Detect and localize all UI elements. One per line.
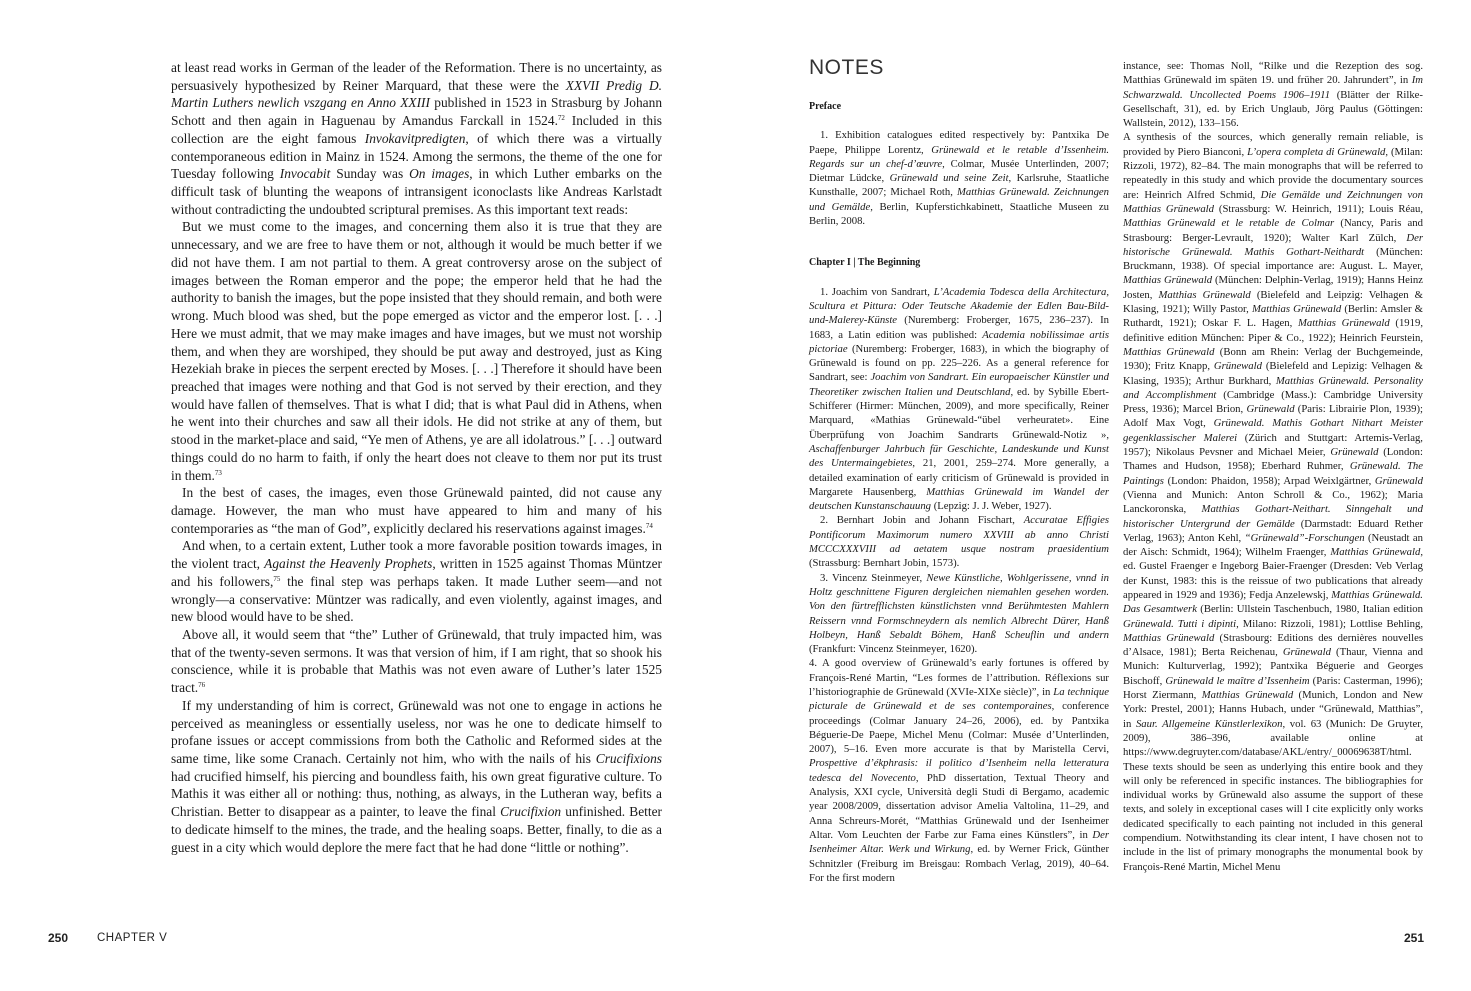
footnote: 1. Joachim von Sandrart, L’Academia Todesca della Architectura, Scultura et Pittura: Oder Teutsche Akademie der Edlen Bau-Bild-und-Malerey-Künste (Nuremberg: Froberger, 1675, 236–237). In 1683, a Latin edition was published: Academia nobilissimae artis pictoriae (Nuremberg: Froberger, 1683), in which the biography of Grünewald is found on pp. 225–226. As a general reference for Sandrart, see: Joachim von Sandrart. Ein europaeischer Künstler und Theoretiker zwischen Italien und Deutschland, ed. by Sybille Ebert-Schifferer (Hirmer: München, 2009), and more specifically, Reiner Marquard, «Mathias Grünewald-“übel verheuratet». Eine Überprüfung von Joachim Sandrarts Grünewald-Notiz », Aschaffenburger Jahrbuch für Geschichte, Landeskunde und Kunst des Untermaingebietes, 21, 2001, 259–274. More generally, a detailed examination of early criticism of Grünewald is provided in Margarete Hausenberg, Matthias Grünewald im Wandel der deutschen Kunstanschauung (Lepzig: J. J. Weber, 1927). — [809, 285, 1109, 513]
notes-title: NOTES — [809, 56, 884, 79]
notes-column-1 — [809, 100, 1109, 885]
notes-section-heading: Preface — [809, 101, 842, 112]
body-paragraph: In the best of cases, the images, even those Grünewald painted, did not cause any damage. However, the man who must have appeared to him and many of his contemporaries as “the man of God”, explicitly declared his reservations against images.$^{74}$ — [171, 485, 662, 536]
body-paragraph: Above all, it would seem that “the” Luther of Grünewald, that truly impacted him, was that of the twenty-seven sermons. It was that version of him, if I am right, that so shook his conscience, while it is probable that Mathis was not even aware of Luther’s later 1525 tract.$^{76}$ — [171, 627, 662, 696]
body-paragraph: And when, to a certain extent, Luther took a more favorable position towards images, in the violent tract, Against the Heavenly Prophets, written in 1525 against Thomas Müntzer and his followers,$^{75}$ the final step was perhaps taken. It made Luther seem—and not wrongly—a conservative: Müntzer was radically, and even violently, against images, and new blood would have to be shed. — [171, 538, 662, 625]
body-text — [171, 59, 662, 856]
right-page — [736, 0, 1471, 991]
notes-column-2 — [1123, 59, 1423, 874]
page-number: 251 — [1404, 931, 1425, 945]
running-head: CHAPTER V — [97, 932, 168, 944]
footnote: 1. Exhibition catalogues edited respectively by: Pantxika De Paepe, Philippe Lorentz, Grünewald et le retable d’Issenheim. Regards sur un chef-d’œuvre, Colmar, Musée Unterlinden, 2007; Dietmar Lüdcke, Grünewald und seine Zeit, Karlsruhe, Staatliche Kunsthalle, 2007; Michael Roth, Matthias Grünewald. Zeichnungen und Gemälde, Berlin, Kupferstichkabinett, Staatliche Museen zu Berlin, 2008. — [809, 129, 1109, 228]
body-paragraph: But we must come to the images, and concerning them also it is true that they are unnecessary, and we are free to have them or not, although it would be much better if we did not have them. I am not partial to them. A great controversy arose on the subject of images between the Roman emperor and the pope; the emperor held that he had the authority to banish the images, but the pope insisted that they should remain, and both were wrong. Much blood was shed, but the pope emerged as victor and the emperor lost. [. . .] Here we must admit, that we may make images and have images, but we must not worship them, and when they are worshiped, they should be put away and destroyed, just as King Hezekiah brake in pieces the serpent erected by Moses. [. . .] Therefore it should have been preached that images were nothing and that God is not served by their erection, and they would have fallen of themselves. That is what I did; that is what Paul did in Athens, when he went into their churches and saw all their idols. He did not strike at any of them, but stood in the market-place and said, “Ye men of Athens, ye are all idolatrous.” [. . .] outward things could do no harm to faith, if only the heart does not cleave to them nor put its trust in them.$^{73}$ — [171, 219, 662, 483]
footnote: 4. A good overview of Grünewald’s early fortunes is offered by François-René Martin, “Les formes de l’attribution. Réflexions sur l’historiographie de Grünewald (XVIe-XIXe siècle)”, in La technique picturale de Grünewald et de ses contemporaines, conference proceedings (Colmar January 24–26, 2006), ed. by Pantxika Béguerie-De Paepe, Michel Menu (Colmar: Musée d’Unterlinden, 2007), 5–16. Even more accurate is that by Maristella Cervi, Prospettive d’ékphrasis: il politico d’Isenheim nella letteratura tedesca del Novecento, PhD dissertation, Textual Theory and Analysis, XXI cycle, Università degli Studi di Bergamo, academic year 2008/2009, dissertation advisor Amelia Valtolina, 11–29, and Anna Schreurs-Morét, “Matthias Grünewald und der Isenheimer Altar. Vom Leuchten der Farbe zur Fama eines Künstlers”, in Der Isenheimer Altar. Werk und Wirkung, ed. by Werner Frick, Günther Schnitzler (Freiburg im Breisgau: Rombach Verlag, 2019), 40–64. For the first modern — [809, 657, 1109, 884]
footnote: instance, see: Thomas Noll, “Rilke und die Rezeption des sog. Matthias Grünewald im späten 19. und früher 20. Jahrundert”, in Im Schwarzwald. Uncollected Poems 1906–1911 (Blätter der Rilke-Gesellschaft, 31), ed. by Erich Unglaub, Jörg Paulus (Göttingen: Wallstein, 2012), 133–156. — [1123, 60, 1423, 130]
footnote: 2. Bernhart Jobin and Johann Fischart, Accuratae Effigies Pontificorum Maximorum numero XXVIII ab anno Christi MCCCXXXVIII ad aetatem usque nostram praesidentium (Strassburg: Bernhart Jobin, 1573). — [809, 514, 1109, 570]
page-number: 250 — [48, 931, 69, 945]
body-paragraph: If my understanding of him is correct, Grünewald was not one to engage in actions he perceived as meaningless or essentially useless, nor was he one to dedicate himself to profane issues or accept commissions from both the Catholic and Reformed sides at the same time, like some Cranach. Certainly not him, who with the nails of his Crucifixions had crucified himself, his piercing and boundless faith, his own great figurative culture. To Mathis it was either all or nothing: thus, nothing, as always, in the Lutheran way, befits a Christian. Better to disappear as a painter, to leave the final Crucifixion unfinished. Better to dedicate himself to the mines, the trade, and the healing soaps. Better, finally, to die as a guest in a city which would deplore the mere fact that he had done “little or nothing”. — [171, 697, 662, 855]
body-paragraph: at least read works in German of the leader of the Reformation. There is no uncertainty, as persuasively hypothesized by Reiner Marquard, that these were the XXVII Predig D. Martin Luthers newlich vszgang en Anno XXIII published in 1523 in Strasburg by Johann Schott and then again in Haguenau by Amandus Farckall in 1524.72 Included in this collection are the eight famous Invokavitpredigten, of which there was a virtually contemporaneous edition in Mainz in 1524. Among the sermons, the theme of the one for Tuesday following Invocabit Sunday was On images, in which Luther embarks on the difficult task of blunting the weapons of intransigent iconoclasts like Andreas Karlstadt without contradicting the undoubted scriptural premises. As this important text reads: — [171, 60, 663, 217]
footnote: A synthesis of the sources, which generally remain reliable, is provided by Piero Bianconi, L’opera completa di Grünewald, (Milan: Rizzoli, 1972), 82–84. The main monographs that will be referred to repeatedly in this study and which provide the documentary sources are: Heinrich Alfred Schmid, Die Gemälde und Zeichnungen von Matthias Grünewald (Strassburg: W. Heinrich, 1911); Louis Réau, Matthias Grünewald et le retable de Colmar (Nancy, Paris and Strasbourg: Berger-Levrault, 1920); Walter Karl Zülch, Der historische Grünewald. Mathis Gothart-Neithardt (München: Bruckmann, 1938). Of special importance are: August. L. Mayer, Matthias Grünewald (München: Delphin-Verlag, 1919); Hanns Heinz Josten, Matthias Grünewald (Bielefeld and Leipzig: Velhagen & Klasing, 1921); Willy Pastor, Matthias Grünewald (Berlin: Amsler & Ruthardt, 1921); Oskar F. L. Hagen, Matthias Grünewald (1919, definitive edition München: Piper & Co., 1922); Heinrich Feurstein, Matthias Grünewald (Bonn am Rhein: Verlag der Buchgemeinde, 1930); Fritz Knapp, Grünewald (Bielefeld and Lepizig: Velhagen & Klasing, 1935); Arthur Burkhard, Matthias Grünewald. Personality and Accomplishment (Cambridge (Mass.): Cambridge University Press, 1936); Marcel Brion, Grünewald (Paris: Librairie Plon, 1939); Adolf Max Vogt, Grünewald. Mathis Gothart Nithart Meister gegenklassischer Malerei (Zürich and Stuttgart: Artemis-Verlag, 1957); Nikolaus Pevsner and Michael Meier, Grünewald (London: Thames and Hudson, 1958); Eberhard Ruhmer, Grünewald. The Paintings (London: Phaidon, 1958); Arpad Weixlgärtner, Grünewald (Vienna and Munich: Anton Schroll & Co., 1962); Maria Lanckoronska, Matthias Gothart-Neithart. Sinngehalt und historischer Untergrund der Gemälde (Darmstadt: Eduard Rether Verlag, 1963); Anton Kehl, “Grünewald”-Forschungen (Neustadt an der Aisch: Schmidt, 1964); Wilhelm Fraenger, Matthias Grünewald, ed. Gustel Fraenger e Ingeborg Baier-Fraenger (Dresden: Veb Verlag der Kunst, 1983: this is the reissue of two publications that already appeared in 1929 and 1936); Fedja Anzelewskj, Matthias Grünewald. Das Gesamtwerk (Berlin: Ullstein Taschenbuch, 1980, Italian edition Grünewald. Tutti i dipinti, Milano: Rizzoli, 1981); Lottlise Behling, Matthias Grünewald (Strasbourg: Editions des dernières nouvelles d’Alsace, 1981); Berta Reichenau, Grünewald (Thaur, Vienna and Munich: Kulturverlag, 1992); Pantxika Béguerie and Georges Bischoff, Grünewald le maître d’Issenheim (Paris: Casterman, 1996); Horst Ziermann, Matthias Grünewald (Munich, London and New York: Prestel, 2001); Hanns Hubach, under “Grünewald, Matthias”, in Saur. Allgemeine Künstlerlexikon, vol. 63 (Munich: De Gruyter, 2009), 386–396, available online at https://www.degruyter.com/database/AKL/entry/_00069638T/html. These texts should be seen as underlying this entire book and they will only be referenced in specific instances. The bibliographies for individual works by Grünewald also assume the support of these texts, and solely in exceptional cases will I cite explicitly only works dedicated specifically to each painting not included in this general compendium. Notwithstanding its clear intent, I have chosen not to include in the list of primary monographs the monumental book by François-René Martin, Michel Menu — [1123, 131, 1424, 873]
footnote: 3. Vincenz Steinmeyer, Newe Künstliche, Wohlgerissene, vnnd in Holtz geschnittene Figuren dergleichen niemahlen gesehen worden. Von den fürtrefflichsten künstlichsten vnnd Berühmtesten Mahlern Reissern vnnd Formschneydern als nemlich Albrecht Dürer, Hanß Holbeyn, Hanß Sebaldt Böhem, Hanß Scheuflin und andern (Frankfurt: Vincenz Steinmeyer, 1620). — [809, 571, 1109, 656]
left-page — [0, 0, 735, 991]
notes-section-heading: Chapter I | The Beginning — [809, 257, 921, 269]
